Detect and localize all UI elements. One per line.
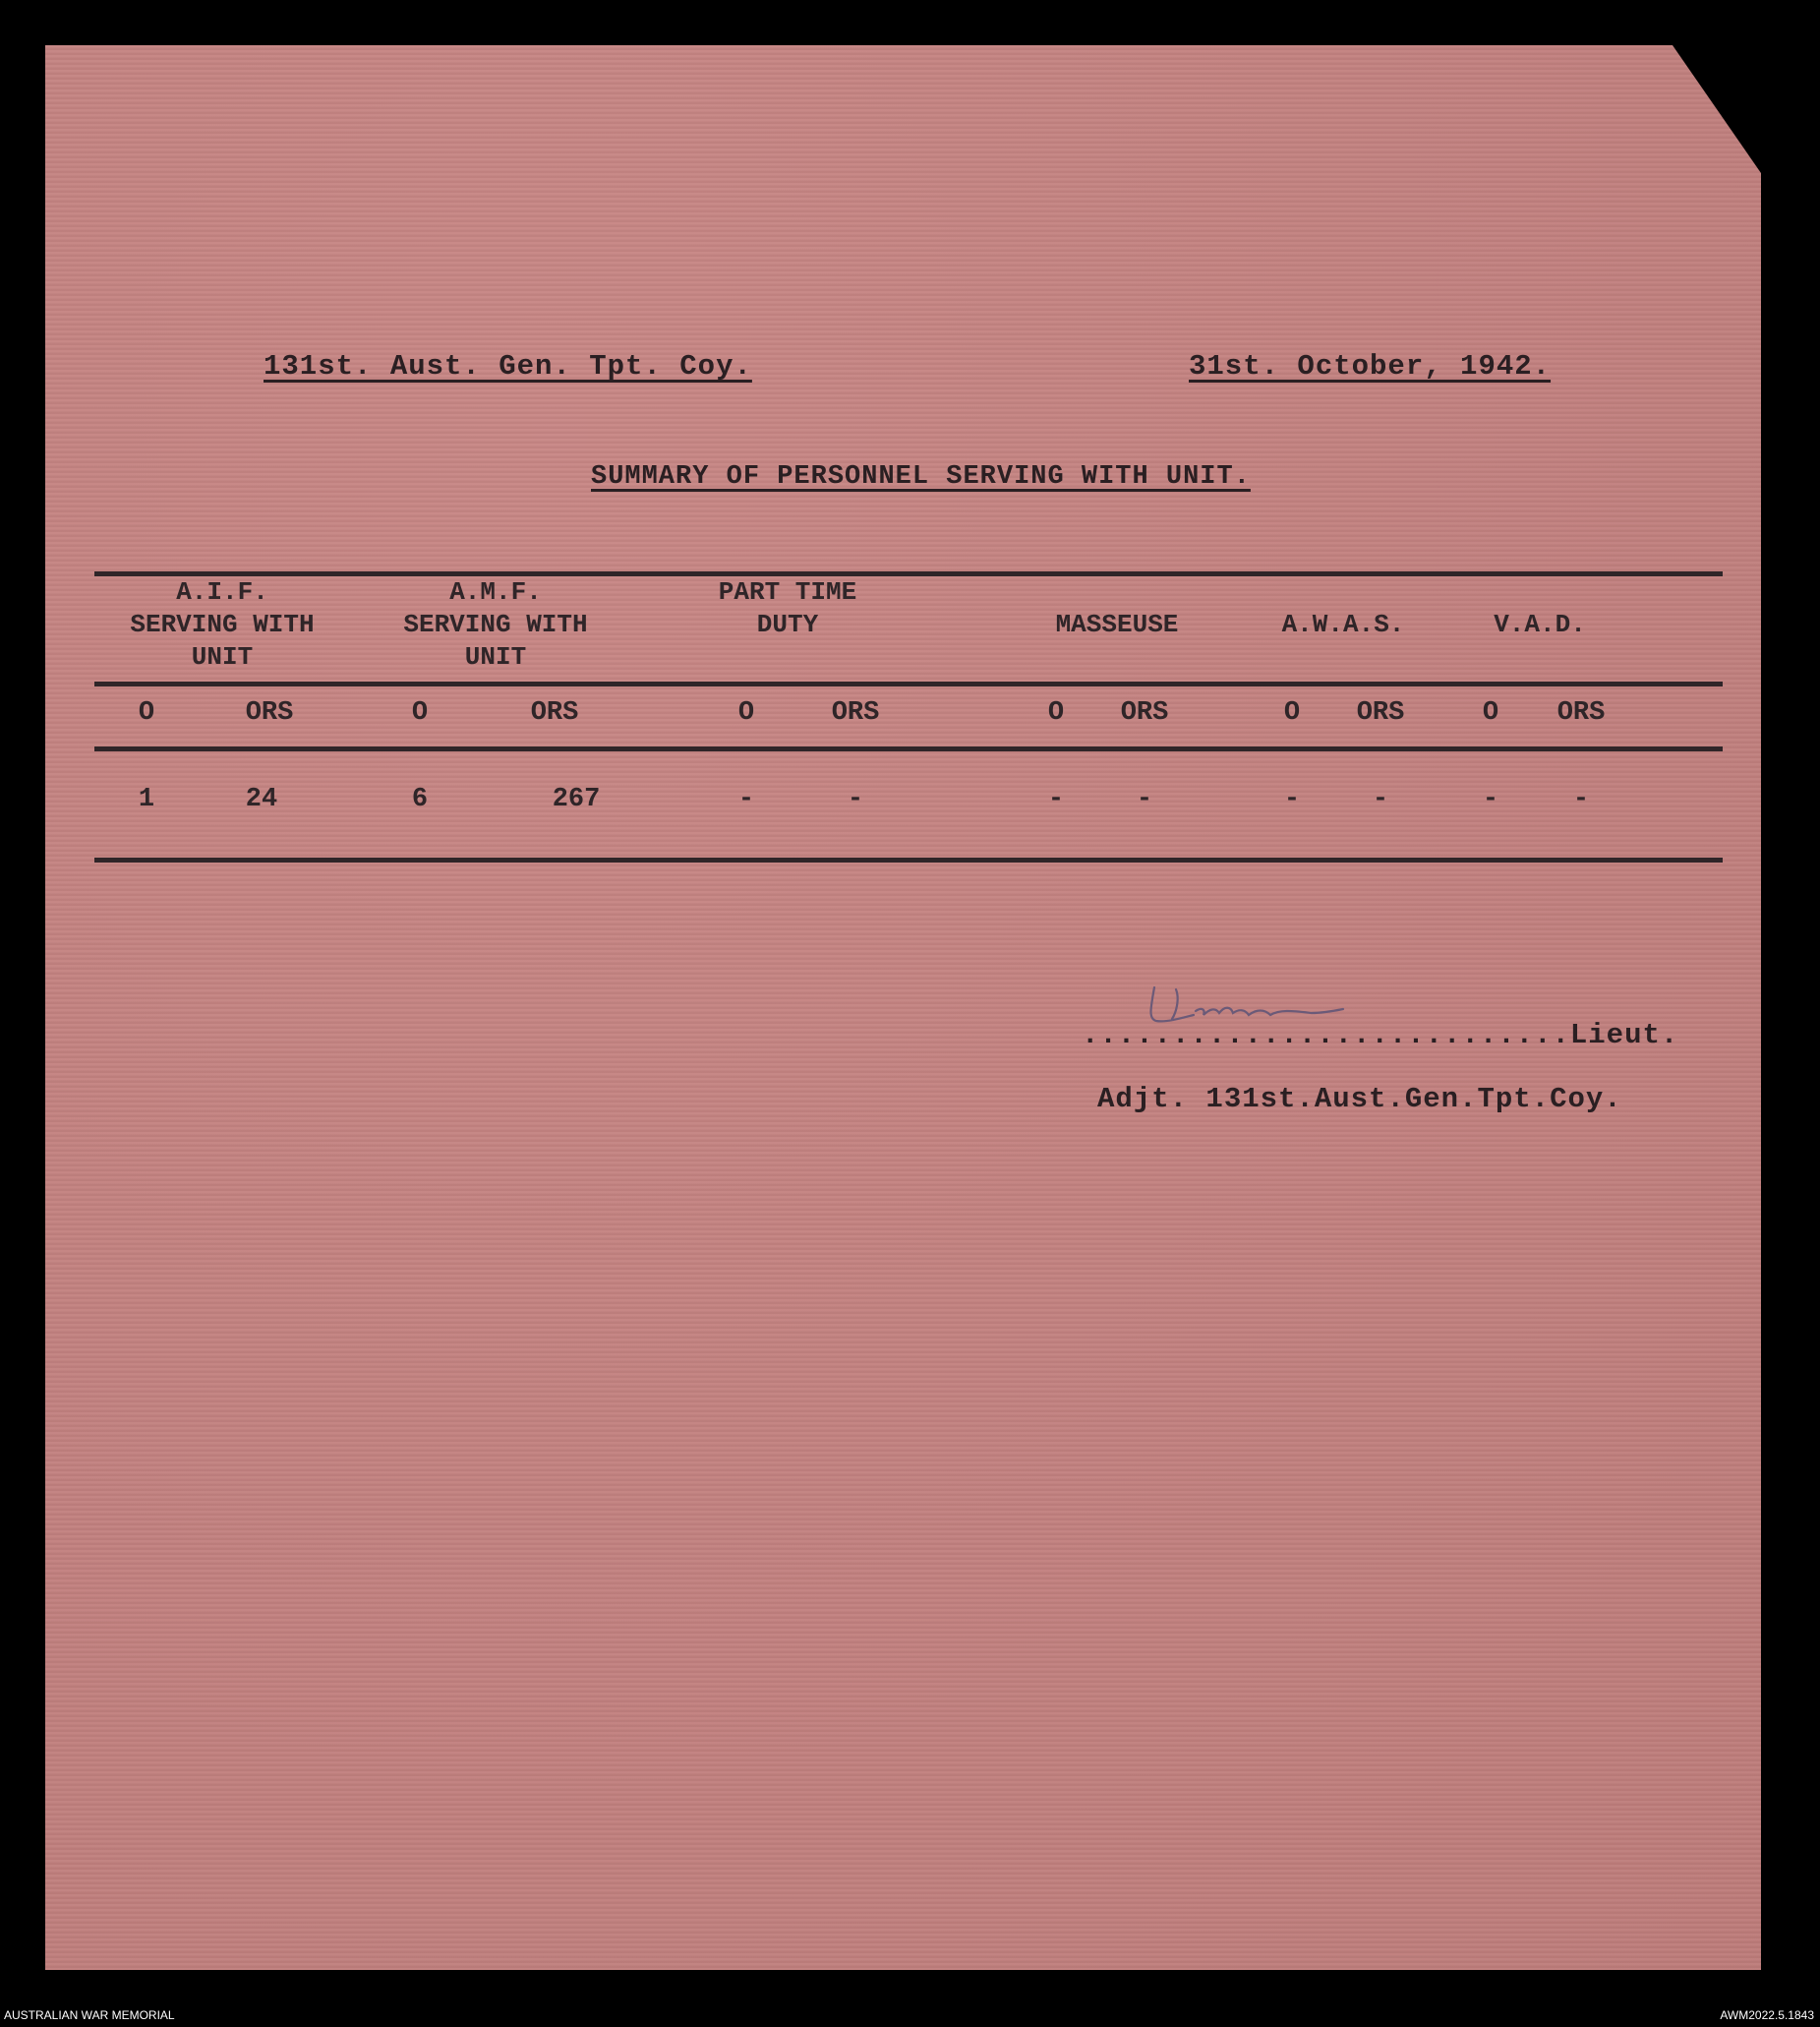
table-rule-header-bottom xyxy=(94,682,1723,686)
col-header-part-time: PART TIME DUTY xyxy=(718,577,857,639)
sub-o-vad: O xyxy=(1482,698,1499,728)
value-ors-awas: - xyxy=(1372,785,1389,814)
document-title: SUMMARY OF PERSONNEL SERVING WITH UNIT. xyxy=(591,462,1251,492)
sub-ors-masseuse: ORS xyxy=(1120,698,1169,728)
sub-o-part-time: O xyxy=(737,698,755,728)
value-o-part-time: - xyxy=(737,785,755,814)
value-o-awas: - xyxy=(1283,785,1301,814)
sub-ors-aif: ORS xyxy=(245,698,294,728)
col-header-vad: V.A.D. xyxy=(1494,610,1586,639)
col-header-masseuse: MASSEUSE xyxy=(1055,610,1179,639)
value-ors-aif: 24 xyxy=(245,785,278,814)
sub-ors-vad: ORS xyxy=(1556,698,1606,728)
sub-ors-awas: ORS xyxy=(1356,698,1405,728)
value-ors-vad: - xyxy=(1572,785,1590,814)
sub-ors-amf: ORS xyxy=(530,698,579,728)
col-header-awas: A.W.A.S. xyxy=(1281,610,1405,639)
table-rule-sub-bottom xyxy=(94,746,1723,751)
sub-ors-part-time: ORS xyxy=(831,698,880,728)
value-o-vad: - xyxy=(1482,785,1499,814)
footer-institution: AUSTRALIAN WAR MEMORIAL xyxy=(4,2008,175,2022)
date-heading: 31st. October, 1942. xyxy=(1189,350,1552,383)
value-o-aif: 1 xyxy=(138,785,155,814)
signature-line: ...........................Lieut. xyxy=(1082,1019,1679,1051)
table-rule-bottom xyxy=(94,858,1723,863)
value-ors-amf: 267 xyxy=(552,785,601,814)
document-sheet xyxy=(45,45,1761,1970)
value-o-masseuse: - xyxy=(1047,785,1065,814)
value-o-amf: 6 xyxy=(411,785,429,814)
col-header-amf: A.M.F. SERVING WITH UNIT xyxy=(403,577,588,672)
unit-heading: 131st. Aust. Gen. Tpt. Coy. xyxy=(264,350,752,383)
sub-o-awas: O xyxy=(1283,698,1301,728)
sub-o-amf: O xyxy=(411,698,429,728)
sub-o-masseuse: O xyxy=(1047,698,1065,728)
col-header-aif: A.I.F. SERVING WITH UNIT xyxy=(130,577,315,672)
sub-o-aif: O xyxy=(138,698,155,728)
signatory-title: Adjt. 131st.Aust.Gen.Tpt.Coy. xyxy=(1097,1083,1622,1115)
value-ors-masseuse: - xyxy=(1136,785,1153,814)
footer-accession-number: AWM2022.5.1843 xyxy=(1720,2008,1814,2022)
value-ors-part-time: - xyxy=(847,785,864,814)
torn-corner xyxy=(1673,45,1761,173)
